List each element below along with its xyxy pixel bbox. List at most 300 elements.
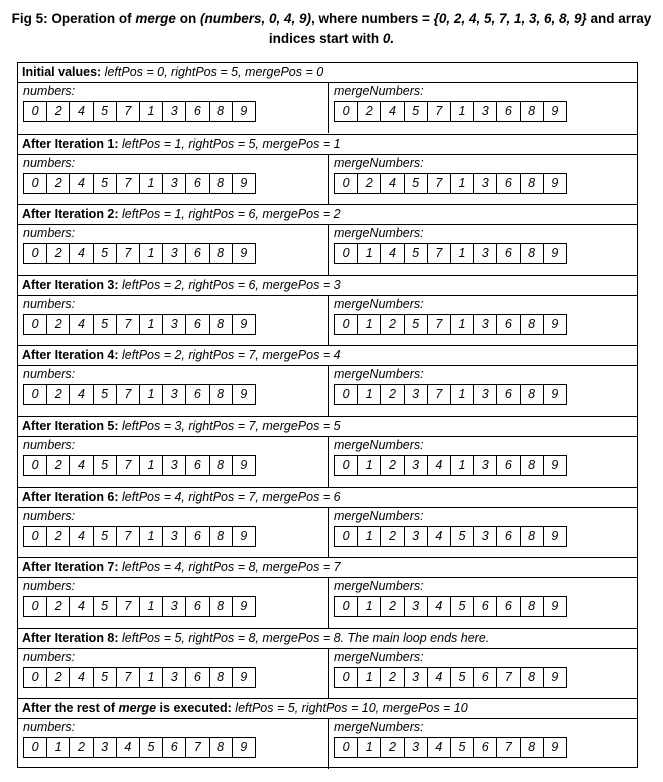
- step-label: After Iteration 7:: [22, 560, 119, 575]
- array-cell: 6: [496, 314, 520, 335]
- array-cell: 5: [450, 737, 474, 758]
- numbers-panel: [18, 508, 328, 558]
- array-cell: 4: [427, 455, 451, 476]
- array-cell: 7: [427, 314, 451, 335]
- array-cell: 3: [473, 314, 497, 335]
- trace-step: [18, 557, 637, 628]
- array-cell: 0: [23, 455, 47, 476]
- step-label: After the rest of merge is executed:: [22, 701, 232, 716]
- trace-step: [18, 63, 637, 134]
- step-header: [18, 558, 637, 578]
- array-cell: 8: [209, 526, 233, 547]
- array-cell: 3: [404, 596, 428, 617]
- array-label: mergeNumbers:: [334, 296, 424, 311]
- array-label: numbers:: [23, 649, 76, 664]
- array-cell: 9: [232, 101, 256, 122]
- array-cell: 2: [46, 384, 70, 405]
- array-cells: [334, 314, 637, 335]
- array-cell: 1: [450, 384, 474, 405]
- array-cell: 6: [162, 737, 186, 758]
- step-label: Initial values:: [22, 65, 102, 79]
- array-cell: 6: [185, 667, 209, 688]
- array-cell: 9: [232, 526, 256, 547]
- array-cells: [334, 667, 637, 688]
- array-cell: 4: [427, 737, 451, 758]
- array-cell: 6: [496, 526, 520, 547]
- array-cell: 9: [543, 455, 567, 476]
- array-cell: 9: [543, 314, 567, 335]
- array-cell: 5: [93, 384, 117, 405]
- array-cell: 1: [357, 596, 381, 617]
- array-cell: 3: [473, 384, 497, 405]
- array-cell: 8: [209, 243, 233, 264]
- array-cell: 1: [46, 737, 70, 758]
- array-cell: 2: [46, 596, 70, 617]
- array-cell: 6: [473, 596, 497, 617]
- array-cell: 8: [209, 596, 233, 617]
- array-cell: 0: [23, 596, 47, 617]
- array-cell: 4: [380, 173, 404, 194]
- array-cell: 6: [496, 101, 520, 122]
- array-cell: 0: [334, 384, 358, 405]
- step-header: [18, 346, 637, 366]
- array-cell: 9: [232, 314, 256, 335]
- merge-numbers-panel: [328, 155, 637, 205]
- array-cell: 2: [380, 526, 404, 547]
- trace-step: [18, 204, 637, 275]
- numbers-panel: [18, 225, 328, 275]
- array-cell: 4: [69, 101, 93, 122]
- array-cell: 7: [116, 384, 140, 405]
- array-cell: 6: [185, 526, 209, 547]
- array-cell: 2: [46, 243, 70, 264]
- array-cell: 2: [357, 173, 381, 194]
- array-cell: 4: [69, 526, 93, 547]
- array-cell: 6: [496, 596, 520, 617]
- array-cell: 3: [404, 737, 428, 758]
- array-cell: 7: [185, 737, 209, 758]
- array-cell: 6: [496, 173, 520, 194]
- array-cell: 2: [380, 596, 404, 617]
- step-label: After Iteration 4:: [22, 348, 119, 363]
- array-cell: 0: [334, 667, 358, 688]
- array-cell: 2: [380, 737, 404, 758]
- array-cell: 5: [404, 173, 428, 194]
- merge-numbers-panel: [328, 578, 637, 628]
- step-header: [18, 205, 637, 225]
- array-cells: [334, 455, 637, 476]
- array-cell: 1: [450, 101, 474, 122]
- array-cell: 2: [46, 314, 70, 335]
- array-cells: [23, 101, 328, 122]
- array-cell: 0: [334, 455, 358, 476]
- array-cells: [23, 737, 328, 758]
- array-label: mergeNumbers:: [334, 226, 424, 241]
- step-values: leftPos = 4, rightPos = 8, mergePos = 7: [118, 560, 341, 575]
- array-cell: 1: [139, 101, 163, 122]
- array-cell: 9: [543, 173, 567, 194]
- merge-numbers-panel: [328, 225, 637, 275]
- array-cell: 1: [139, 243, 163, 264]
- array-cell: 3: [162, 173, 186, 194]
- array-cell: 5: [93, 667, 117, 688]
- array-cell: 9: [543, 243, 567, 264]
- array-label: mergeNumbers:: [334, 84, 424, 98]
- array-cell: 0: [334, 737, 358, 758]
- array-cell: 3: [473, 526, 497, 547]
- array-cell: 6: [496, 455, 520, 476]
- array-cell: 9: [543, 526, 567, 547]
- array-cell: 3: [162, 667, 186, 688]
- numbers-panel: [18, 437, 328, 487]
- array-cell: 1: [357, 384, 381, 405]
- array-cell: 7: [427, 101, 451, 122]
- array-cell: 2: [46, 101, 70, 122]
- trace-step: [18, 487, 637, 558]
- numbers-panel: [18, 155, 328, 205]
- array-cell: 7: [116, 667, 140, 688]
- array-cell: 3: [93, 737, 117, 758]
- array-cells: [334, 737, 637, 758]
- step-values: leftPos = 5, rightPos = 8, mergePos = 8. The main loop ends here.: [118, 630, 490, 645]
- array-cell: 8: [209, 384, 233, 405]
- array-cell: 1: [450, 455, 474, 476]
- trace-step: [18, 416, 637, 487]
- step-header: [18, 488, 637, 508]
- merge-numbers-panel: [328, 366, 637, 416]
- array-cell: 8: [520, 173, 544, 194]
- array-cell: 4: [69, 384, 93, 405]
- step-header: [18, 629, 637, 649]
- array-cell: 7: [116, 455, 140, 476]
- array-cell: 4: [69, 455, 93, 476]
- numbers-panel: [18, 719, 328, 769]
- array-cell: 8: [520, 243, 544, 264]
- array-label: mergeNumbers:: [334, 367, 424, 382]
- array-cell: 3: [404, 526, 428, 547]
- array-label: numbers:: [23, 226, 76, 241]
- array-label: numbers:: [23, 508, 76, 523]
- array-cell: 7: [427, 384, 451, 405]
- array-cell: 0: [23, 737, 47, 758]
- step-header: [18, 417, 637, 437]
- array-cell: 7: [116, 596, 140, 617]
- array-cell: 1: [357, 455, 381, 476]
- array-cell: 1: [450, 173, 474, 194]
- array-cell: 0: [334, 243, 358, 264]
- merge-numbers-panel: [328, 649, 637, 699]
- trace-step: [18, 275, 637, 346]
- array-cells: [23, 243, 328, 264]
- step-values: leftPos = 1, rightPos = 5, mergePos = 1: [118, 136, 341, 151]
- array-cell: 0: [334, 314, 358, 335]
- array-cell: 3: [473, 455, 497, 476]
- array-cell: 9: [232, 173, 256, 194]
- array-cell: 4: [69, 314, 93, 335]
- array-cell: 2: [380, 314, 404, 335]
- step-header: [18, 276, 637, 296]
- array-cell: 0: [334, 101, 358, 122]
- array-cell: 7: [427, 243, 451, 264]
- array-cell: 5: [93, 596, 117, 617]
- array-cells: [334, 526, 637, 547]
- array-cell: 1: [139, 596, 163, 617]
- array-cell: 4: [380, 243, 404, 264]
- array-cell: 9: [543, 384, 567, 405]
- array-cell: 4: [427, 596, 451, 617]
- array-cell: 8: [209, 667, 233, 688]
- array-cell: 0: [23, 667, 47, 688]
- array-cell: 4: [427, 667, 451, 688]
- array-cells: [23, 173, 328, 194]
- array-cell: 5: [93, 101, 117, 122]
- array-cell: 9: [232, 455, 256, 476]
- trace-step: [18, 134, 637, 205]
- array-cell: 1: [357, 243, 381, 264]
- array-cell: 8: [520, 384, 544, 405]
- step-values: leftPos = 4, rightPos = 7, mergePos = 6: [118, 489, 341, 504]
- array-cell: 1: [139, 173, 163, 194]
- step-values: leftPos = 5, rightPos = 10, mergePos = 10: [231, 701, 468, 716]
- step-label: After Iteration 5:: [22, 418, 119, 433]
- array-cell: 1: [357, 737, 381, 758]
- array-cell: 4: [69, 243, 93, 264]
- array-cell: 7: [116, 526, 140, 547]
- array-cell: 9: [232, 667, 256, 688]
- array-cell: 5: [93, 173, 117, 194]
- array-cell: 2: [69, 737, 93, 758]
- array-cell: 3: [404, 455, 428, 476]
- step-label: After Iteration 1:: [22, 136, 119, 151]
- array-cell: 2: [46, 173, 70, 194]
- array-cell: 4: [380, 101, 404, 122]
- array-cell: 2: [380, 455, 404, 476]
- array-cell: 2: [380, 384, 404, 405]
- array-cell: 6: [473, 667, 497, 688]
- trace-step: [18, 628, 637, 699]
- step-values: leftPos = 1, rightPos = 6, mergePos = 2: [118, 207, 341, 222]
- array-cell: 0: [334, 526, 358, 547]
- array-cell: 6: [496, 243, 520, 264]
- step-values: leftPos = 3, rightPos = 7, mergePos = 5: [118, 418, 341, 433]
- array-cell: 6: [185, 455, 209, 476]
- array-cell: 0: [23, 314, 47, 335]
- array-label: mergeNumbers:: [334, 508, 424, 523]
- numbers-panel: [18, 578, 328, 628]
- array-cell: 3: [162, 314, 186, 335]
- array-cell: 6: [185, 173, 209, 194]
- array-cell: 0: [334, 596, 358, 617]
- array-cell: 4: [116, 737, 140, 758]
- array-cell: 1: [139, 455, 163, 476]
- array-cell: 3: [162, 101, 186, 122]
- array-cell: 3: [162, 243, 186, 264]
- array-cell: 0: [334, 173, 358, 194]
- array-label: numbers:: [23, 720, 76, 735]
- array-cell: 8: [520, 596, 544, 617]
- array-cell: 4: [69, 596, 93, 617]
- array-cell: 0: [23, 243, 47, 264]
- array-cell: 3: [404, 384, 428, 405]
- array-label: numbers:: [23, 155, 76, 170]
- step-header: [18, 63, 637, 83]
- array-cell: 2: [357, 101, 381, 122]
- array-cell: 6: [185, 596, 209, 617]
- array-cell: 8: [209, 173, 233, 194]
- array-cell: 5: [93, 526, 117, 547]
- array-cell: 8: [520, 455, 544, 476]
- array-cell: 8: [520, 526, 544, 547]
- array-cell: 9: [232, 596, 256, 617]
- step-values: leftPos = 2, rightPos = 7, mergePos = 4: [118, 348, 341, 363]
- array-cell: 4: [69, 667, 93, 688]
- array-cell: 3: [473, 101, 497, 122]
- array-cell: 0: [23, 173, 47, 194]
- array-cell: 0: [23, 384, 47, 405]
- array-cell: 7: [496, 667, 520, 688]
- array-cell: 8: [209, 455, 233, 476]
- array-label: numbers:: [23, 579, 76, 594]
- array-cells: [334, 101, 637, 122]
- array-label: numbers:: [23, 84, 76, 98]
- array-cell: 7: [116, 173, 140, 194]
- caption-line-2: indices start with 0.: [268, 31, 395, 46]
- array-cell: 6: [185, 243, 209, 264]
- array-cell: 8: [209, 314, 233, 335]
- step-header: [18, 135, 637, 155]
- array-cell: 6: [473, 737, 497, 758]
- array-cell: 5: [93, 243, 117, 264]
- array-cell: 5: [404, 243, 428, 264]
- array-cell: 3: [162, 526, 186, 547]
- array-cells: [23, 384, 328, 405]
- array-cell: 9: [232, 737, 256, 758]
- array-cell: 7: [116, 314, 140, 335]
- array-cell: 1: [139, 526, 163, 547]
- array-cell: 7: [427, 173, 451, 194]
- array-cells: [23, 596, 328, 617]
- array-cells: [334, 384, 637, 405]
- array-cell: 3: [162, 596, 186, 617]
- merge-numbers-panel: [328, 296, 637, 346]
- array-cell: 6: [496, 384, 520, 405]
- array-cell: 5: [139, 737, 163, 758]
- array-cell: 8: [520, 101, 544, 122]
- array-cell: 5: [450, 667, 474, 688]
- array-cell: 5: [450, 596, 474, 617]
- array-cell: 0: [23, 526, 47, 547]
- numbers-panel: [18, 366, 328, 416]
- array-cell: 1: [357, 314, 381, 335]
- array-cells: [334, 243, 637, 264]
- array-label: numbers:: [23, 437, 76, 452]
- array-cells: [23, 314, 328, 335]
- trace-step: [18, 698, 637, 769]
- array-cell: 4: [427, 526, 451, 547]
- array-label: mergeNumbers:: [334, 720, 424, 735]
- array-cell: 8: [209, 737, 233, 758]
- array-label: mergeNumbers:: [334, 155, 424, 170]
- array-cell: 8: [520, 667, 544, 688]
- array-cell: 5: [404, 101, 428, 122]
- merge-numbers-panel: [328, 83, 637, 133]
- array-cell: 8: [520, 737, 544, 758]
- merge-numbers-panel: [328, 508, 637, 558]
- step-header: [18, 699, 637, 719]
- array-cell: 1: [139, 314, 163, 335]
- array-cell: 3: [162, 384, 186, 405]
- array-label: mergeNumbers:: [334, 649, 424, 664]
- array-cell: 6: [185, 384, 209, 405]
- step-values: leftPos = 0, rightPos = 5, mergePos = 0: [101, 65, 324, 79]
- array-cell: 1: [450, 314, 474, 335]
- array-cell: 8: [209, 101, 233, 122]
- step-label: After Iteration 8:: [22, 630, 119, 645]
- array-cell: 9: [232, 243, 256, 264]
- caption-and-array: and array: [586, 11, 652, 26]
- step-values: leftPos = 2, rightPos = 6, mergePos = 3: [118, 277, 341, 292]
- array-cell: 9: [232, 384, 256, 405]
- numbers-panel: [18, 83, 328, 133]
- array-cell: 3: [404, 667, 428, 688]
- array-cells: [23, 526, 328, 547]
- array-cell: 9: [543, 101, 567, 122]
- array-cell: 7: [116, 243, 140, 264]
- array-cell: 9: [543, 737, 567, 758]
- array-label: numbers:: [23, 367, 76, 382]
- array-cell: 7: [116, 101, 140, 122]
- array-cell: 2: [46, 455, 70, 476]
- array-label: numbers:: [23, 296, 76, 311]
- array-label: mergeNumbers:: [334, 579, 424, 594]
- merge-trace-table: [17, 62, 638, 768]
- array-cells: [23, 667, 328, 688]
- array-cell: 6: [185, 314, 209, 335]
- array-cell: 5: [450, 526, 474, 547]
- step-label: After Iteration 6:: [22, 489, 119, 504]
- array-cell: 2: [46, 526, 70, 547]
- caption-line-1: Fig 5: Operation of merge on (numbers, 0, 4, 9), where numbers = {0, 2, 4, 5, 7, 1, 3, 6, 8, 9} and array: [11, 11, 652, 26]
- trace-step: [18, 345, 637, 416]
- figure-caption: [0, 9, 663, 49]
- array-cell: 1: [139, 384, 163, 405]
- array-cell: 7: [496, 737, 520, 758]
- array-cells: [334, 173, 637, 194]
- array-label: mergeNumbers:: [334, 437, 424, 452]
- array-cell: 3: [162, 455, 186, 476]
- array-cell: 3: [473, 173, 497, 194]
- array-cell: 2: [380, 667, 404, 688]
- array-cell: 6: [185, 101, 209, 122]
- array-cell: 9: [543, 596, 567, 617]
- array-cells: [334, 596, 637, 617]
- array-cell: 0: [23, 101, 47, 122]
- array-cells: [23, 455, 328, 476]
- merge-numbers-panel: [328, 719, 637, 769]
- array-cell: 1: [450, 243, 474, 264]
- array-cell: 2: [46, 667, 70, 688]
- array-cell: 5: [404, 314, 428, 335]
- step-label: After Iteration 2:: [22, 207, 119, 222]
- array-cell: 8: [520, 314, 544, 335]
- array-cell: 5: [93, 455, 117, 476]
- array-cell: 5: [93, 314, 117, 335]
- array-cell: 9: [543, 667, 567, 688]
- array-cell: 1: [139, 667, 163, 688]
- step-label: After Iteration 3:: [22, 277, 119, 292]
- numbers-panel: [18, 296, 328, 346]
- array-cell: 1: [357, 526, 381, 547]
